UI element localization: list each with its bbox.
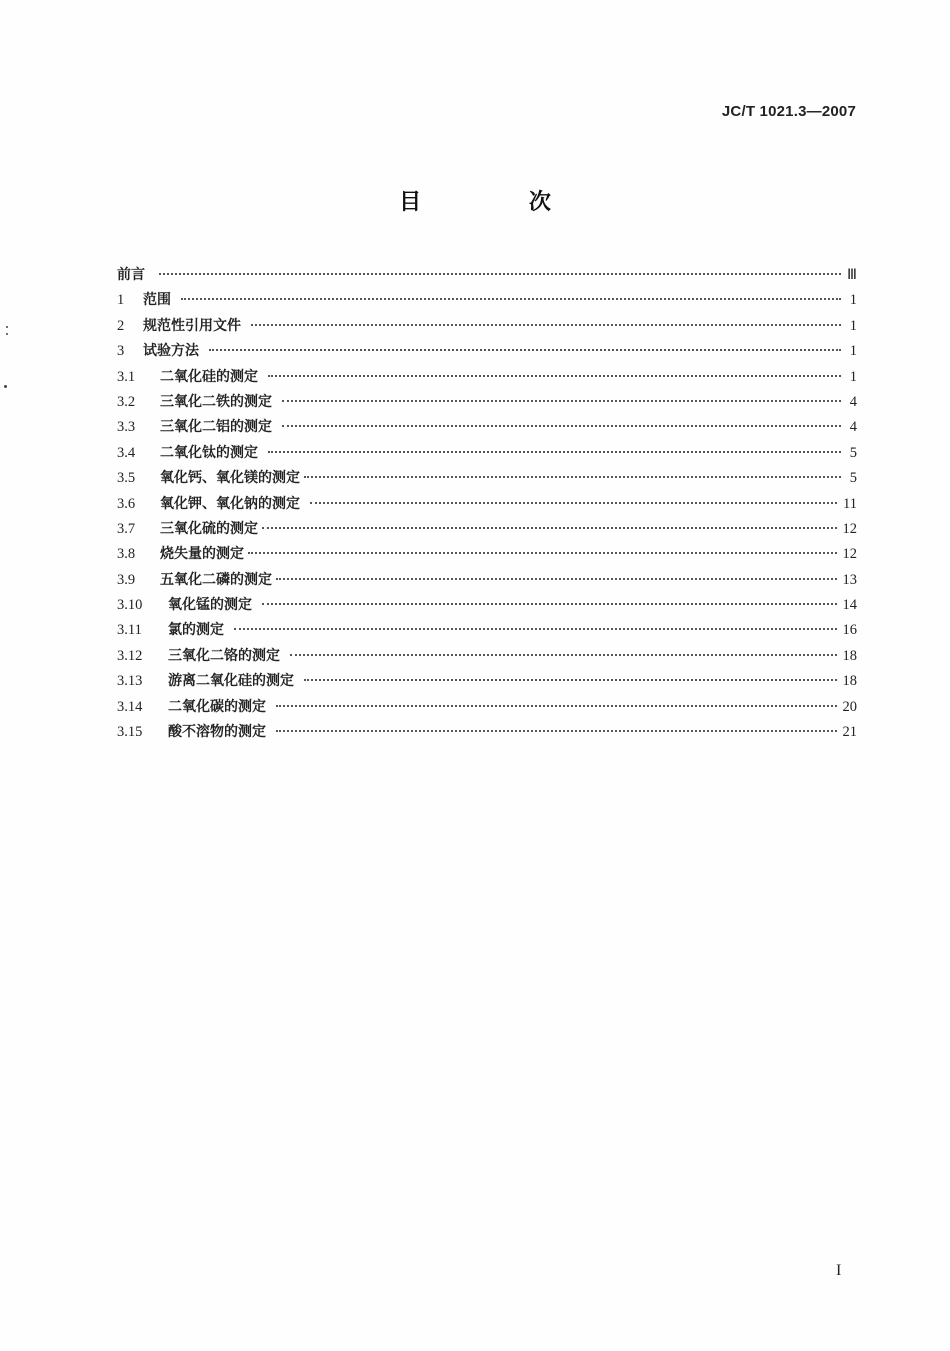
toc-entry-title: 氧化钾、氧化钠的测定 [160, 495, 300, 512]
toc-entry-title: 三氧化二铝的测定 [160, 419, 272, 436]
toc-entry-3-10[interactable] [117, 594, 857, 619]
table-of-contents [117, 264, 857, 746]
toc-entry-page: 5 [849, 470, 857, 487]
toc-entry-3-2[interactable] [117, 391, 857, 416]
toc-entry-number: 3.9 [117, 571, 136, 588]
toc-entry-title: 三氧化二铁的测定 [160, 393, 272, 410]
toc-entry-2[interactable] [117, 315, 857, 340]
toc-dot-leader [276, 705, 837, 707]
toc-dot-leader [181, 298, 841, 300]
toc-dot-leader [234, 628, 837, 630]
toc-entry-3-9[interactable] [117, 569, 857, 594]
toc-entry-number: 3.3 [117, 419, 136, 436]
toc-dot-leader [268, 451, 841, 453]
toc-entry-1[interactable] [117, 289, 857, 314]
toc-entry-page: 21 [842, 724, 857, 741]
toc-entry-page: 14 [842, 597, 857, 614]
toc-entry-page: 18 [842, 673, 857, 690]
toc-dot-leader [310, 502, 837, 504]
toc-entry-page: 11 [843, 495, 857, 512]
toc-entry-page: 1 [849, 317, 857, 334]
toc-entry-number: 3.4 [117, 444, 136, 461]
toc-entry-title: 前言 [117, 267, 145, 283]
toc-entry-page: 16 [842, 622, 857, 639]
toc-entry-number: 3.13 [117, 673, 143, 690]
toc-entry-number: 3.8 [117, 546, 136, 563]
toc-entry-title: 试验方法 [143, 343, 199, 360]
toc-entry-title: 氧化钙、氧化镁的测定 [160, 470, 300, 487]
toc-dot-leader [282, 400, 841, 402]
toc-dot-leader [159, 273, 841, 275]
scan-speck [6, 326, 8, 328]
toc-entry-title: 规范性引用文件 [143, 317, 241, 334]
toc-entry-page: 20 [842, 698, 857, 715]
toc-entry-title: 二氧化碳的测定 [168, 698, 266, 715]
toc-entry-title: 三氧化硫的测定 [160, 520, 258, 537]
toc-entry-title: 五氧化二磷的测定 [160, 571, 272, 588]
toc-dot-leader [282, 425, 841, 427]
toc-dot-leader [262, 603, 837, 605]
toc-dot-leader [209, 349, 841, 351]
toc-entry-3-7[interactable] [117, 518, 857, 543]
toc-dot-leader [304, 679, 837, 681]
toc-entry-title: 氧化锰的测定 [168, 597, 252, 614]
toc-entry-title: 二氧化钛的测定 [160, 444, 258, 461]
toc-entry-page: 12 [842, 520, 857, 537]
toc-entry-3-11[interactable] [117, 619, 857, 644]
toc-entry-3-3[interactable] [117, 416, 857, 441]
toc-entry-page: 4 [849, 393, 857, 410]
toc-dot-leader [262, 527, 837, 529]
toc-dot-leader [276, 730, 837, 732]
toc-dot-leader [268, 375, 841, 377]
page-number: I [836, 1262, 842, 1279]
toc-entry-title: 范围 [143, 292, 171, 309]
toc-dot-leader [276, 578, 837, 580]
toc-entry-3-4[interactable] [117, 442, 857, 467]
toc-entry-3-15[interactable] [117, 721, 857, 746]
toc-entry-page: 5 [849, 444, 857, 461]
toc-entry-page: 1 [849, 292, 857, 309]
toc-entry-page: 4 [849, 419, 857, 436]
toc-entry-3-8[interactable] [117, 543, 857, 568]
toc-entry-number: 1 [117, 292, 125, 309]
toc-entry-number: 3.7 [117, 520, 136, 537]
toc-entry-3[interactable] [117, 340, 857, 365]
toc-dot-leader [248, 552, 837, 554]
document-code: JC/T 1021.3—2007 [721, 103, 856, 120]
toc-dot-leader [290, 654, 837, 656]
toc-entry-title: 烧失量的测定 [160, 546, 244, 563]
toc-entry-number: 3.1 [117, 368, 136, 385]
toc-entry-3-6[interactable] [117, 493, 857, 518]
toc-entry-3-12[interactable] [117, 645, 857, 670]
toc-entry-title: 游离二氧化硅的测定 [168, 673, 294, 690]
toc-entry-page: 1 [849, 368, 857, 385]
toc-entry-page: 13 [842, 571, 857, 588]
toc-entry-title: 酸不溶物的测定 [168, 724, 266, 741]
toc-entry-3-1[interactable] [117, 366, 857, 391]
toc-entry-number: 3 [117, 343, 125, 360]
toc-entry-page: 18 [842, 647, 857, 664]
toc-entry-3-5[interactable] [117, 467, 857, 492]
toc-entry-number: 3.11 [117, 622, 142, 639]
toc-entry-page: 1 [849, 343, 857, 360]
toc-dot-leader [251, 324, 841, 326]
scan-speck [4, 385, 7, 388]
toc-entry-title: 三氧化二铬的测定 [168, 647, 280, 664]
toc-dot-leader [304, 476, 841, 478]
toc-title: 目 次 [399, 190, 601, 215]
toc-entry-number: 3.15 [117, 724, 143, 741]
toc-entry-number: 3.2 [117, 393, 136, 410]
toc-entry-number: 3.12 [117, 647, 143, 664]
toc-entry-number: 3.14 [117, 698, 143, 715]
toc-entry-3-13[interactable] [117, 670, 857, 695]
toc-entry-number: 3.6 [117, 495, 136, 512]
toc-entry-number: 3.5 [117, 470, 136, 487]
toc-entry-3-14[interactable] [117, 696, 857, 721]
toc-entry-number: 3.10 [117, 597, 143, 614]
toc-entry-title: 氯的测定 [168, 622, 224, 639]
toc-entry-number: 2 [117, 317, 125, 334]
toc-entry-page: Ⅲ [847, 267, 857, 283]
toc-entry-title: 二氧化硅的测定 [160, 368, 258, 385]
toc-entry-page: 12 [842, 546, 857, 563]
toc-entry-foreword[interactable] [117, 264, 857, 289]
scan-speck [6, 333, 8, 335]
